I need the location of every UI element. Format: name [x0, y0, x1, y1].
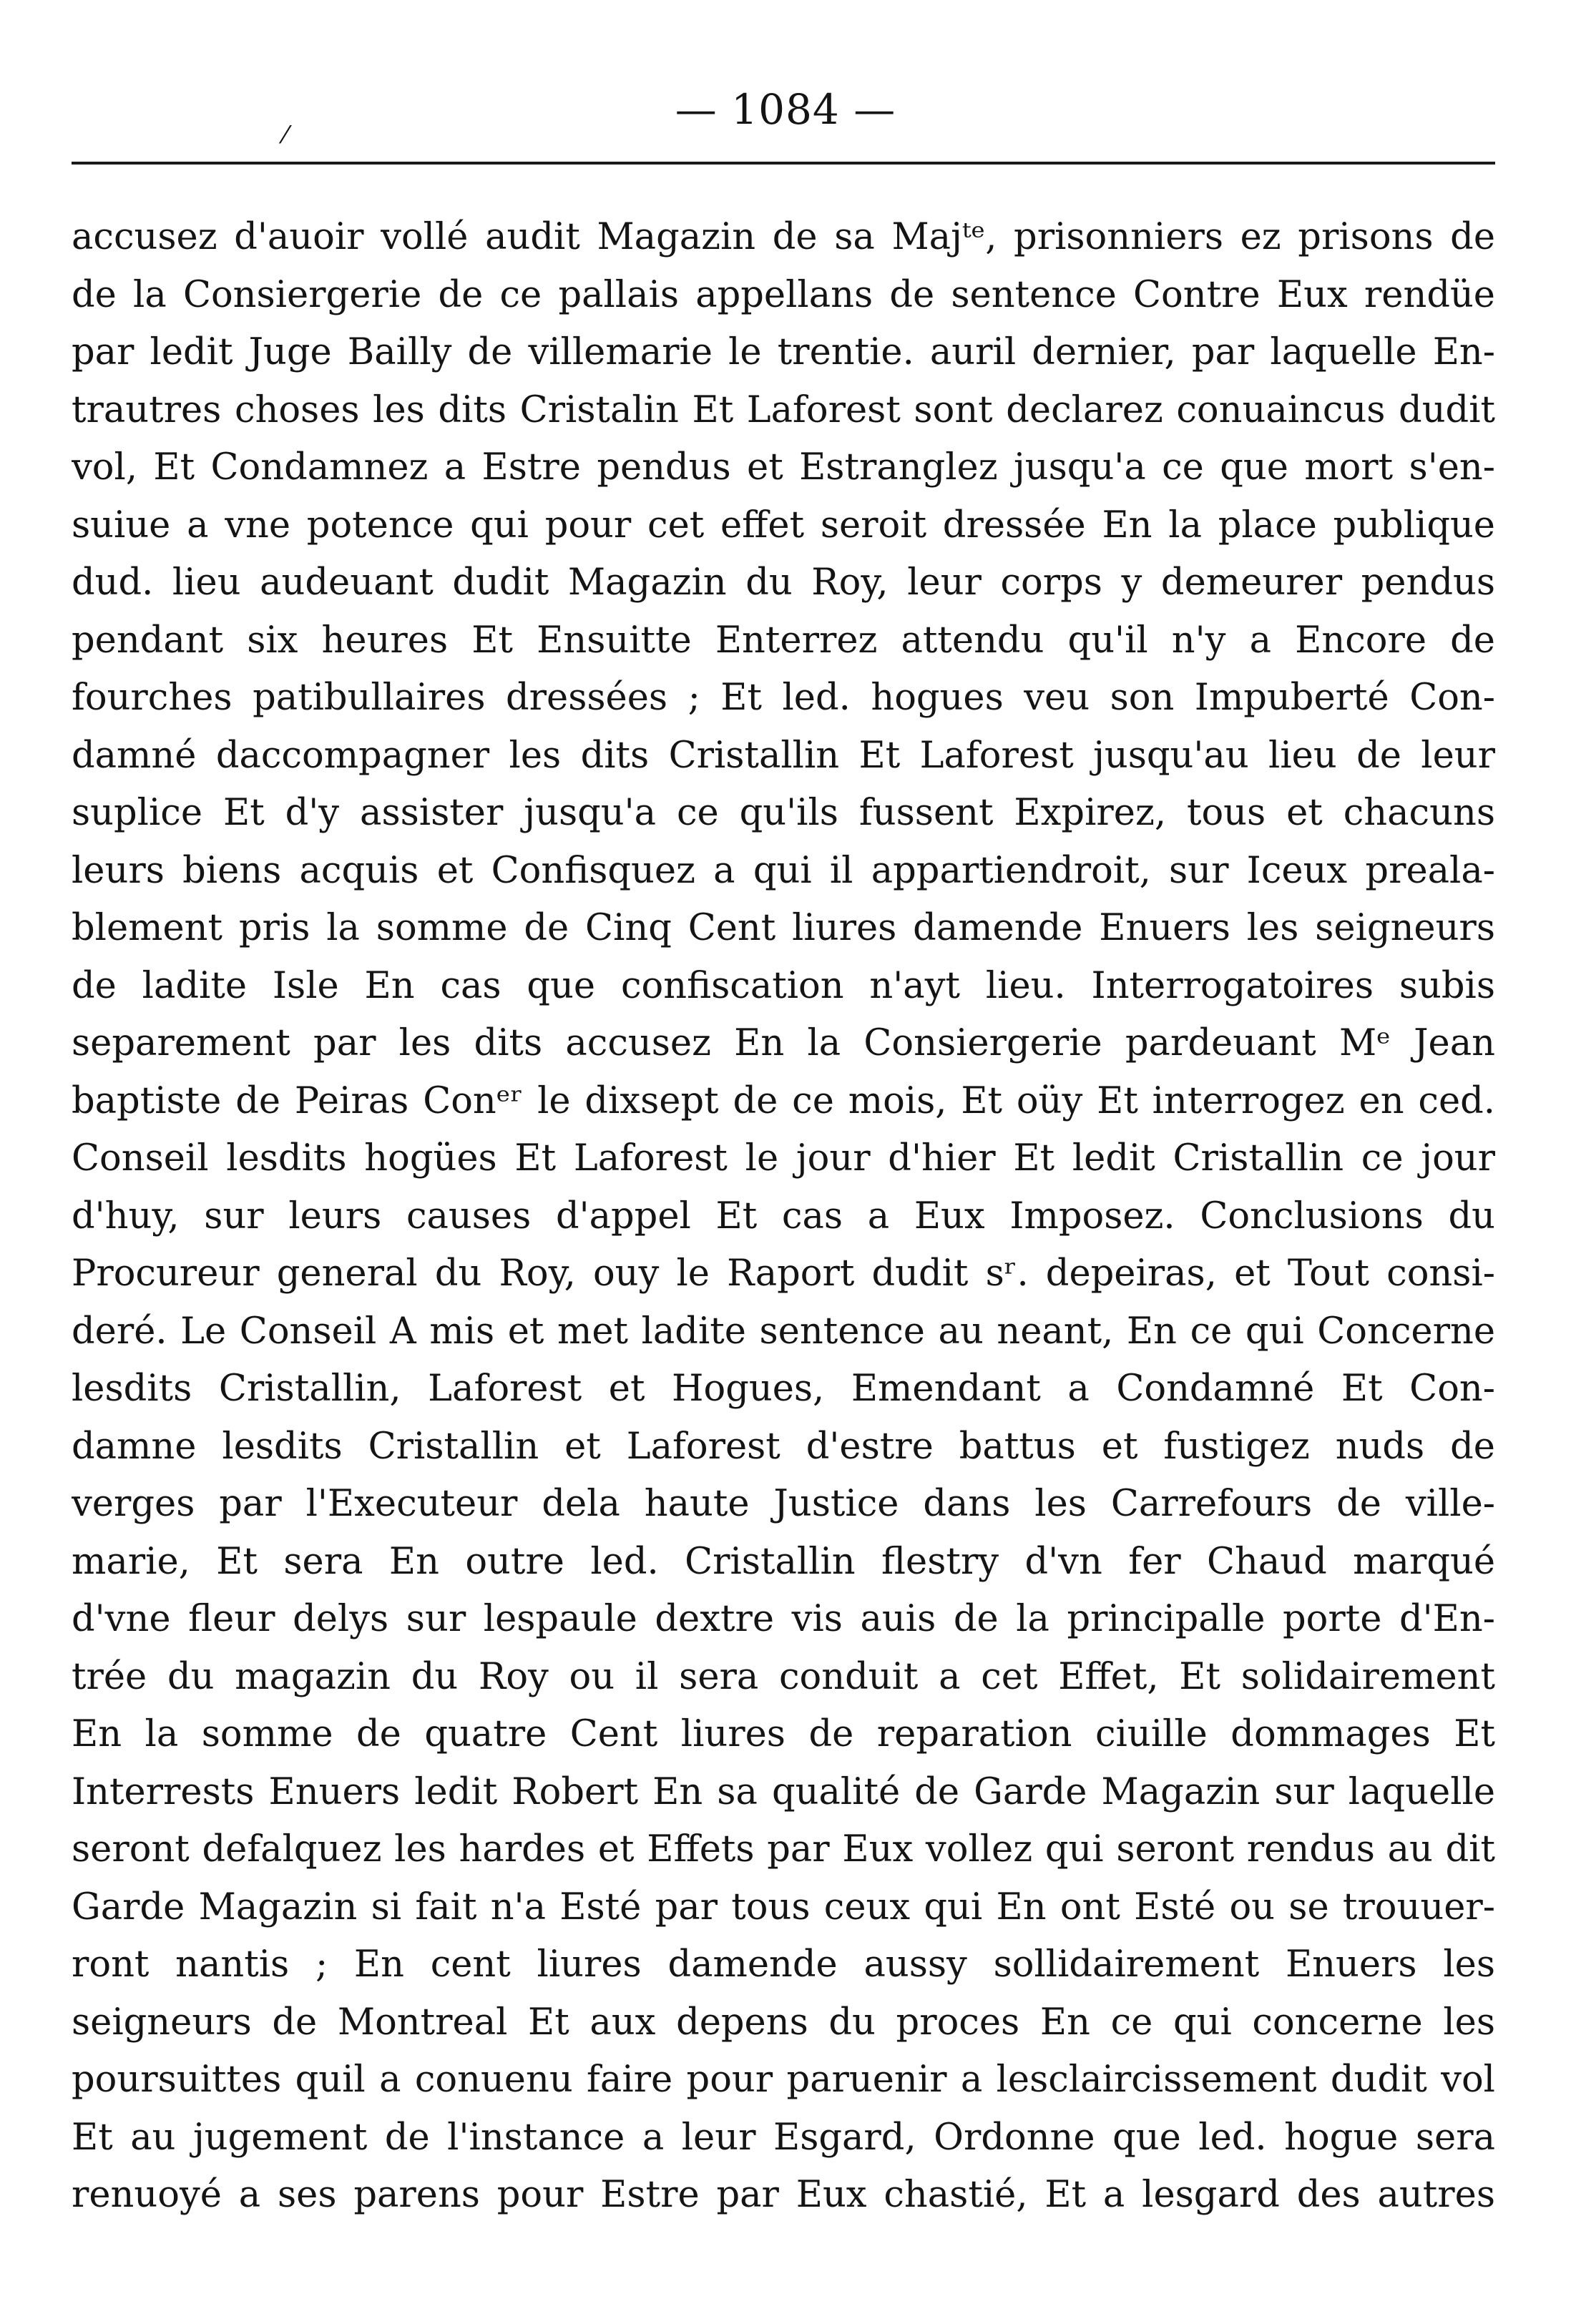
text-line: suplice Et d'y assister jusqu'a ce qu'ils fussent Expirez, tous et chacuns [72, 792, 1495, 834]
text-line: deré. Le Conseil A mis et met ladite sentence au neant, En ce qui Concerne [72, 1310, 1495, 1353]
text-line: Garde Magazin si fait n'a Esté par tous ceux qui En ont Esté ou se trouuer- [72, 1886, 1495, 1928]
text-line: blement pris la somme de Cinq Cent liures damende Enuers les seigneurs [72, 907, 1495, 949]
text-line: poursuittes quil a conuenu faire pour paruenir a lesclaircissement dudit vol [72, 2059, 1495, 2101]
text-line: seigneurs de Montreal Et aux depens du proces En ce qui concerne les [72, 2001, 1495, 2044]
text-line: marie, Et sera En outre led. Cristallin flestry d'vn fer Chaud marqué [72, 1540, 1495, 1583]
text-line: seront defalquez les hardes et Effets par Eux vollez qui seront rendus au dit [72, 1828, 1495, 1871]
stray-mark: ⁄ [283, 121, 288, 149]
text-line: Conseil lesdits hogües Et Laforest le jour d'hier Et ledit Cristallin ce jour [72, 1137, 1495, 1180]
text-line: par ledit Juge Bailly de villemarie le trentie. auril dernier, par laquelle En- [72, 331, 1495, 373]
page-number: — 1084 — [675, 85, 896, 134]
text-line: baptiste de Peiras Conᵉʳ le dixsept de ce mois, Et oüy Et interrogez en ced. [72, 1079, 1495, 1122]
header-rule [72, 162, 1495, 165]
text-line: d'vne fleur delys sur lespaule dextre vis auis de la principalle porte d'En- [72, 1598, 1495, 1640]
text-line: leurs biens acquis et Confisquez a qui il appartiendroit, sur Iceux preala- [72, 849, 1495, 892]
text-line: lesdits Cristallin, Laforest et Hogues, Emendant a Condamné Et Con- [72, 1368, 1495, 1410]
text-line: suiue a vne potence qui pour cet effet seroit dressée En la place publique [72, 504, 1495, 546]
text-line: Et au jugement de l'instance a leur Esgard, Ordonne que led. hogue sera [72, 2116, 1495, 2159]
text-line: Interrests Enuers ledit Robert En sa qualité de Garde Magazin sur laquelle [72, 1770, 1495, 1813]
text-line: de la Consiergerie de ce pallais appellans de sentence Contre Eux rendüe [72, 273, 1495, 316]
text-line: dud. lieu audeuant dudit Magazin du Roy, leur corps y demeurer pendus [72, 562, 1495, 604]
body-text [72, 209, 1495, 2225]
text-line: trée du magazin du Roy ou il sera conduit a cet Effet, Et solidairement [72, 1655, 1495, 1698]
text-line: trautres choses les dits Cristalin Et Laforest sont declarez conuaincus dudit [72, 388, 1495, 431]
text-line: separement par les dits accusez En la Consiergerie pardeuant Mᵉ Jean [72, 1022, 1495, 1064]
text-line: fourches patibullaires dressées ; Et led. hogues veu son Impuberté Con- [72, 677, 1495, 719]
text-line: Procureur general du Roy, ouy le Raport dudit sʳ. depeiras, et Tout consi- [72, 1252, 1495, 1295]
text-line: de ladite Isle En cas que confiscation n'ayt lieu. Interrogatoires subis [72, 964, 1495, 1007]
text-line: renuoyé a ses parens pour Estre par Eux chastié, Et a lesgard des autres [72, 2174, 1495, 2216]
text-line: En la somme de quatre Cent liures de reparation ciuille dommages Et [72, 1713, 1495, 1755]
text-line: damné daccompagner les dits Cristallin Et Laforest jusqu'au lieu de leur [72, 734, 1495, 777]
text-line: d'huy, sur leurs causes d'appel Et cas a Eux Imposez. Conclusions du [72, 1195, 1495, 1237]
text-line: verges par l'Executeur dela haute Justice dans les Carrefours de ville- [72, 1483, 1495, 1525]
text-line: vol, Et Condamnez a Estre pendus et Estranglez jusqu'a ce que mort s'en- [72, 446, 1495, 489]
text-line: ront nantis ; En cent liures damende aussy sollidairement Enuers les [72, 1943, 1495, 1986]
text-line: damne lesdits Cristallin et Laforest d'estre battus et fustigez nuds de [72, 1425, 1495, 1468]
text-line: pendant six heures Et Ensuitte Enterrez attendu qu'il n'y a Encore de [72, 619, 1495, 662]
text-line: accusez d'auoir vollé audit Magazin de sa Majᵗᵉ, prisonniers ez prisons de [72, 216, 1495, 258]
